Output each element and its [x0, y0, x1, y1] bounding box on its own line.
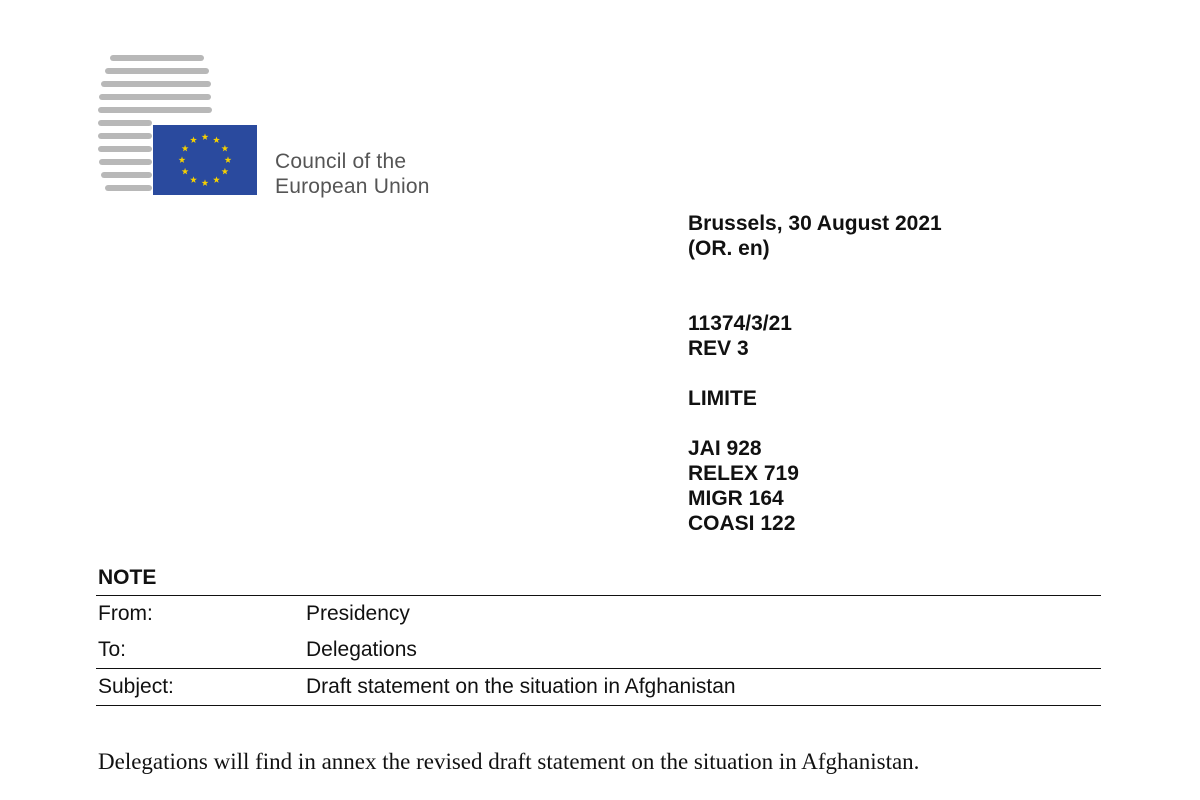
org-name: [275, 149, 430, 199]
file-codes: [688, 436, 799, 536]
place-date-block: [688, 211, 942, 261]
file-code: JAI 928: [688, 437, 762, 460]
org-name-line2: European Union: [275, 175, 430, 198]
note-row-from: [96, 596, 1101, 632]
subject-value: Draft statement on the situation in Afghanistan: [306, 675, 736, 698]
divider: [96, 705, 1101, 706]
file-code: RELEX 719: [688, 462, 799, 485]
classification: [688, 386, 757, 411]
note-row-to: [96, 632, 1101, 668]
org-name-line1: Council of the: [275, 150, 407, 173]
classification-label: LIMITE: [688, 387, 757, 410]
original-language: (OR. en): [688, 237, 770, 260]
from-label: From:: [98, 602, 153, 625]
revision-number: REV 3: [688, 337, 749, 360]
note-title: NOTE: [98, 566, 157, 589]
council-emblem-icon: [96, 55, 266, 200]
file-code: COASI 122: [688, 512, 796, 535]
document-number: 11374/3/21: [688, 312, 792, 335]
file-code: MIGR 164: [688, 487, 784, 510]
body-paragraph: Delegations will find in annex the revised draft statement on the situation in Afghanistan.: [98, 749, 920, 774]
to-value: Delegations: [306, 638, 417, 661]
document-reference: [688, 311, 792, 361]
note-table: [96, 595, 1101, 706]
subject-label: Subject:: [98, 675, 174, 698]
note-row-subject: [96, 669, 1101, 705]
place-date: Brussels, 30 August 2021: [688, 212, 942, 235]
to-label: To:: [98, 638, 127, 661]
from-value: Presidency: [306, 602, 410, 625]
